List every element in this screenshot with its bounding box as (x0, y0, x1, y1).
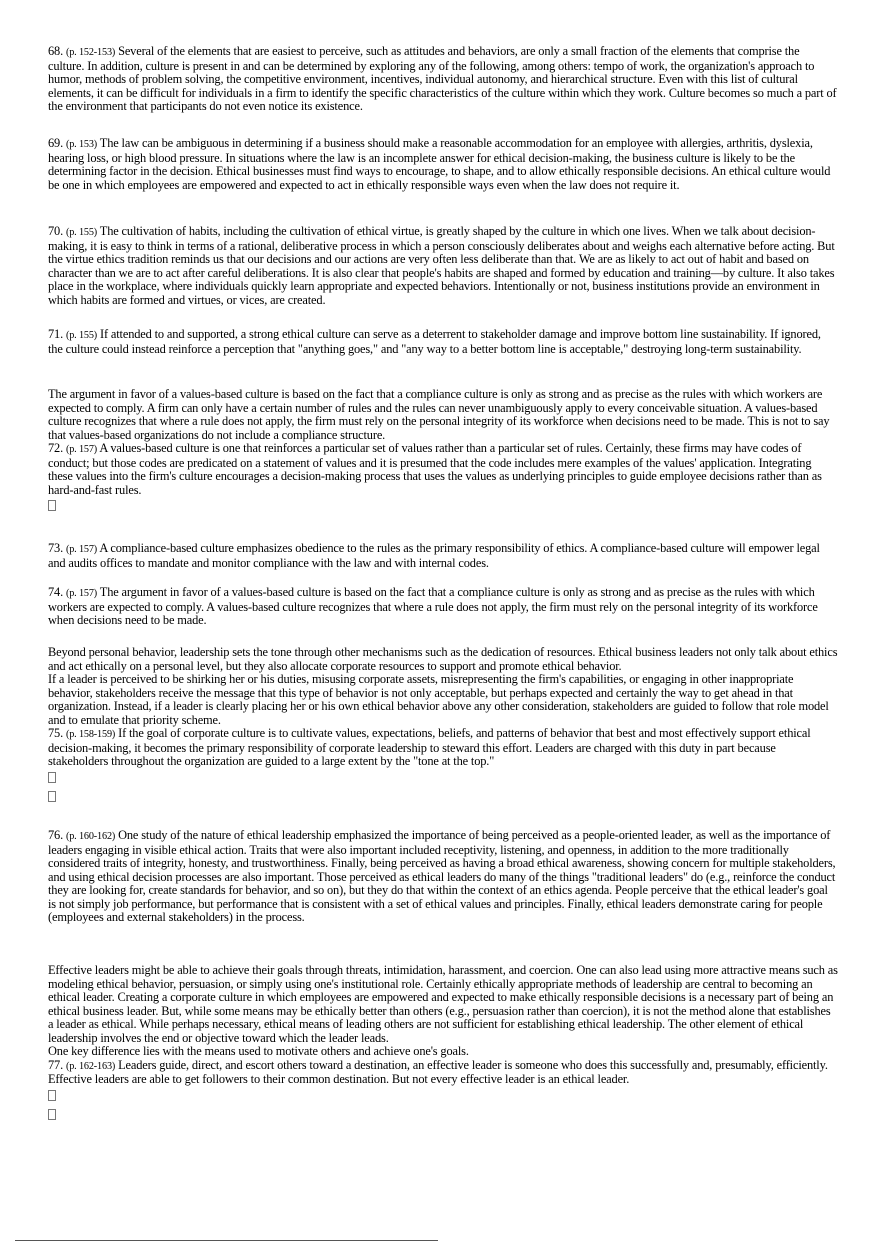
page-reference: (p. 152-153) (66, 47, 116, 58)
missing-glyph-icon (48, 791, 56, 802)
answer-73-paragraph (48, 542, 838, 570)
answer-75-intro-1: Beyond personal behavior, leadership sets the tone through other mechanisms such as the dedication of resources. Ethical business leaders not only talk about ethics and act ethically on a personal level, but they also allocate corporate resources to support and promote ethical behavior. (48, 645, 838, 673)
answer-number: 75. (48, 726, 64, 740)
answer-number: 70. (48, 224, 64, 238)
answer-text: A compliance-based culture emphasizes obedience to the rules as the primary responsibility of ethics. A compliance-based culture will empower legal and audits offices to mandate and monitor compliance with the law and with internal codes. (48, 541, 820, 570)
answer-number: 73. (48, 541, 64, 555)
answer-70-paragraph (48, 225, 838, 307)
answer-77-intro-1: Effective leaders might be able to achieve their goals through threats, intimidation, harassment, and coercion. One can also lead using more attractive means such as modeling ethical behavior, persuasion, or simply using one's institutional role. Certainly ethically appropriate methods of leadership are central to becoming an ethical leader. Creating a corporate culture in which employees are empowered and expected to make ethically responsible decisions is a necessary part of being an ethical business leader. But, while some means may be ethically better than others (e.g., persuasion rather than coercion), it is not the method alone that establishes a leader as ethical. While perhaps necessary, ethical means of leading others are not sufficient for establishing ethical leadership. The other element of ethical leadership involves the end or objective toward which the leader leads. (48, 963, 838, 1045)
answer-72 (48, 388, 838, 515)
answer-77-paragraph (48, 1059, 838, 1087)
page-reference: (p. 160-162) (66, 831, 116, 842)
answer-73 (48, 542, 838, 570)
page-reference: (p. 158-159) (66, 729, 116, 740)
answer-text: The cultivation of habits, including the cultivation of ethical virtue, is greatly shaped by the culture in which one lives. When we talk about decision-making, it is easy to think in terms of a rational, deliberative process in which a person consciously deliberates about and weighs each alternative before acting. But the virtue ethics tradition reminds us that our decisions and our actions are very often less deliberate than that. We are as likely to act out of habit and based on character than we are to act after careful deliberations. It is also clear that people's habits are shaped and formed by education and training—by culture. It also takes place in the workplace, where individuals quickly learn appropriate and expected behaviors. Intentionally or not, business institutions provide an environment in which habits are formed and virtues, or vices, are created. (48, 224, 835, 307)
answer-number: 69. (48, 136, 64, 150)
page-reference: (p. 153) (66, 139, 98, 150)
answer-text: Leaders guide, direct, and escort others toward a destination, an effective leader is someone who does this successfully and, presumably, efficiently. Effective leaders are able to get followers to their common destination. But not every effective leader is an ethical leader. (48, 1057, 828, 1086)
answer-69-paragraph (48, 137, 838, 192)
answer-75 (48, 646, 838, 806)
page-reference: (p. 157) (66, 588, 98, 599)
placeholder-glyph (48, 770, 838, 787)
placeholder-glyph (48, 1088, 838, 1105)
answer-number: 72. (48, 441, 64, 455)
placeholder-glyph (48, 498, 838, 515)
answer-76-paragraph (48, 829, 838, 925)
footer-divider (15, 1240, 438, 1241)
answer-text: The law can be ambiguous in determining if a business should make a reasonable accommodation for an employee with allergies, arthritis, dyslexia, hearing loss, or high blood pressure. In situations where the law is an incomplete answer for ethical decision-making, the business culture is likely to be the determining factor in the decision. Ethical businesses must find ways to encourage, to shape, and to allow ethically responsible decisions. An ethical culture would be one in which employees are empowered and expected to act in ethically responsible ways even when the law does not require it. (48, 136, 831, 192)
answer-76 (48, 829, 838, 925)
answer-68 (48, 45, 838, 114)
answer-text: If the goal of corporate culture is to cultivate values, expectations, beliefs, and patterns of behavior that best and most effectively support ethical decision-making, it becomes the primary responsibility of corporate leadership to steward this effort. Leaders are charged with this duty in part because stakeholders throughout the organization are guided to a large extent by the "tone at the top." (48, 726, 811, 768)
missing-glyph-icon (48, 1090, 56, 1101)
answer-69 (48, 137, 838, 192)
answer-text: One study of the nature of ethical leadership emphasized the importance of being perceived as a people-oriented leader, as well as the importance of leaders engaging in visible ethical action. Traits that were also important included receptivity, listening, and openness, in addition to the more traditionally considered traits of integrity, honesty, and trustworthiness. Finally, being perceived as having a broad ethical awareness, showing concern for multiple stakeholders, and using ethical decision processes are also important. Those perceived as ethical leaders do many of the things "traditional leaders" do (e.g., reinforce the conduct they are looking for, create standards for behavior, and so on), but they do that within the context of an ethics agenda. People perceive that the ethical leader's goal is not simply job performance, but performance that is consistent with a set of ethical values and principles. Finally, ethical leaders demonstrate caring for people (employees and external stakeholders) in the process. (48, 828, 836, 924)
answer-77-intro-2: One key difference lies with the means used to motivate others and achieve one's goals. (48, 1044, 469, 1058)
answer-72-intro: The argument in favor of a values-based culture is based on the fact that a compliance culture is only as strong and as precise as the rules with which workers are expected to comply. A firm can only have a certain number of rules and the rules can never unambiguously apply to every conceivable situation. A values-based culture recognizes that where a rule does not apply, the firm must rely on the personal integrity of its workforce when decisions need to be made. This is not to say that values-based organizations do not include a compliance structure. (48, 387, 830, 442)
answer-text: A values-based culture is one that reinforces a particular set of values rather than a particular set of rules. Certainly, these firms may have codes of conduct; but those codes are predicated on a statement of values and it is presumed that the code includes mere examples of the values' application. Integrating these values into the firm's culture encourages a decision-making process that uses the values as underlying principles to guide employee decisions rather than as hard-and-fast rules. (48, 441, 822, 497)
missing-glyph-icon (48, 1109, 56, 1120)
answer-text: If attended to and supported, a strong ethical culture can serve as a deterrent to stakeholder damage and improve bottom line sustainability. If ignored, the culture could instead reinforce a perception that "anything goes," and "any way to a better bottom line is acceptable," destroying long-term sustainability. (48, 327, 821, 356)
answer-77 (48, 964, 838, 1124)
answer-text: Several of the elements that are easiest to perceive, such as attitudes and behaviors, are only a small fraction of the elements that comprise the culture. In addition, culture is present in and can be determined by exploring any of the following, among others: tempo of work, the organization's approach to humor, methods of problem solving, the competitive environment, incentives, individual autonomy, and hierarchical structure. Even with this list of cultural elements, it can be difficult for individuals in a firm to identify the specific characteristics of the culture within which they work. Culture becomes so much a part of the environment that participants do not even notice its existence. (48, 44, 837, 113)
answer-number: 77. (48, 1057, 64, 1072)
missing-glyph-icon (48, 500, 56, 511)
answer-68-paragraph (48, 45, 838, 114)
answer-71 (48, 328, 838, 356)
answer-number: 74. (48, 585, 64, 599)
page-reference: (p. 155) (66, 227, 98, 238)
answer-71-paragraph (48, 328, 838, 356)
answer-75-paragraph (48, 727, 838, 769)
missing-glyph-icon (48, 772, 56, 783)
answer-74 (48, 586, 838, 628)
answer-75-intro-2: If a leader is perceived to be shirking her or his duties, misusing corporate assets, misrepresenting the firm's capabilities, or engaging in other inappropriate behavior, stakeholders receive the message that this type of behavior is not only acceptable, but perhaps expected and certainly the way to get ahead in that organization. Instead, if a leader is clearly placing her or his own ethical behavior above any other consideration, stakeholders are guided to follow that role model and to emulate that priority scheme. (48, 672, 829, 727)
answer-text: The argument in favor of a values-based culture is based on the fact that a compliance culture is only as strong and as precise as the rules with which workers are expected to comply. A values-based culture recognizes that where a rule does not apply, the firm must rely on the personal integrity of its workforce when decisions need to be made. (48, 585, 818, 627)
answer-72-paragraph (48, 442, 838, 497)
answer-number: 68. (48, 44, 64, 58)
answer-74-paragraph (48, 586, 838, 628)
page-reference: (p. 157) (66, 444, 98, 455)
placeholder-glyph (48, 1107, 838, 1124)
placeholder-glyph (48, 789, 838, 806)
page-reference: (p. 155) (66, 330, 98, 341)
answer-number: 71. (48, 327, 64, 341)
answer-number: 76. (48, 828, 64, 842)
page-reference: (p. 157) (66, 544, 98, 555)
answer-70 (48, 225, 838, 307)
page-reference: (p. 162-163) (66, 1060, 116, 1072)
